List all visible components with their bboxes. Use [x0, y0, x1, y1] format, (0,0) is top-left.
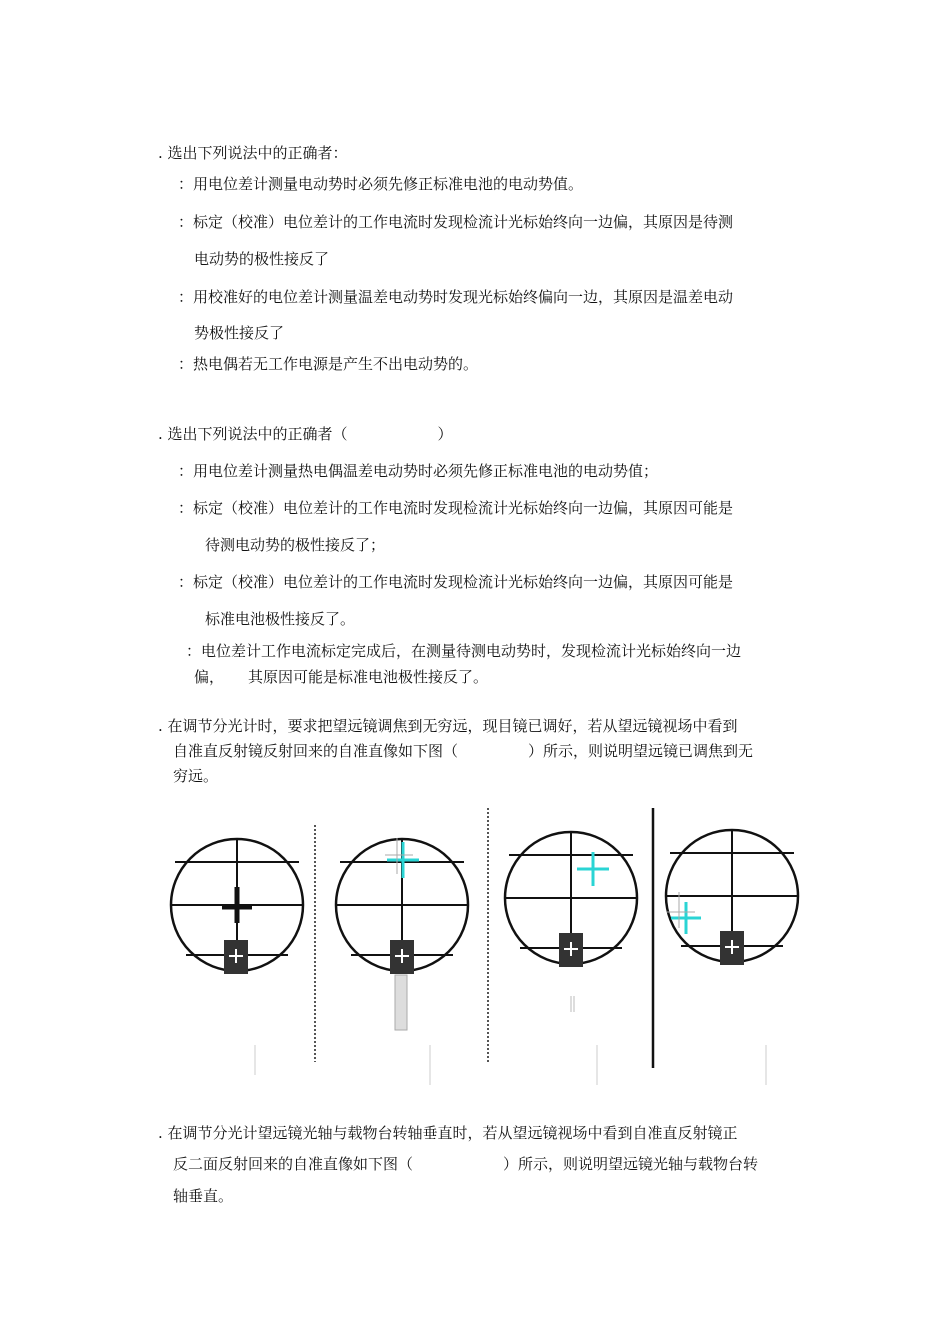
- q3-line1: . 在调节分光计时，要求把望远镜调焦到无穷远，现目镜已调好，若从望远镜视场中看到: [158, 717, 738, 735]
- q4-line2-rest: ）所示，则说明望远镜光轴与载物台转: [503, 1155, 759, 1173]
- q1-option-a: ：用电位差计测量电动势时必须先修正标准电池的电动势值。: [178, 175, 584, 193]
- q2-option-c: ：标定（校准）电位差计的工作电流时发现检流计光标始终向一边偏，其原因可能是: [178, 573, 734, 591]
- q4-line1: . 在调节分光计望远镜光轴与载物台转轴垂直时，若从望远镜视场中看到自准直反射镜正: [158, 1124, 738, 1142]
- q1-stem: . 选出下列说法中的正确者：: [158, 144, 348, 162]
- q2-option-d-cont: [194, 667, 488, 687]
- q2-option-b-cont: 待测电动势的极性接反了；: [205, 536, 386, 554]
- q3-line2: [173, 741, 753, 761]
- q2-option-c-cont: 标准电池极性接反了。: [205, 610, 356, 628]
- q1-option-b: ：标定（校准）电位差计的工作电流时发现检流计光标始终向一边偏，其原因是待测: [178, 213, 734, 231]
- reticle-icon: [505, 832, 637, 1012]
- reticle-icon: [666, 830, 798, 965]
- q1-option-d: ：热电偶若无工作电源是产生不出电动势的。: [178, 355, 479, 373]
- reticle-icon: [171, 839, 303, 974]
- q2-option-b: ：标定（校准）电位差计的工作电流时发现检流计光标始终向一边偏，其原因可能是: [178, 499, 734, 517]
- reticle-figure: [155, 800, 815, 1100]
- q2-stem-close: ）: [437, 425, 453, 443]
- q3-line2-rest: ）所示，则说明望远镜已调焦到无: [528, 742, 754, 760]
- q2-option-d-cont-a: 偏，: [194, 668, 225, 686]
- q3-line3: 穷远。: [173, 767, 219, 785]
- q2-stem: [158, 424, 453, 444]
- q1-option-c-cont: 势极性接反了: [194, 324, 285, 342]
- q2-option-d: ：电位差计工作电流标定完成后，在测量待测电动势时，发现检流计光标始终向一边: [186, 642, 742, 660]
- q4-line3: 轴垂直。: [173, 1187, 234, 1205]
- q4-line2: [173, 1154, 758, 1174]
- q2-option-a: ：用电位差计测量热电偶温差电动势时必须先修正标准电池的电动势值；: [178, 462, 659, 480]
- q3-line2-text: 自准直反射镜反射回来的自准直像如下图（: [173, 742, 459, 760]
- q4-line2-text: 反二面反射回来的自准直像如下图（: [173, 1155, 414, 1173]
- q1-option-b-cont: 电动势的极性接反了: [194, 250, 330, 268]
- q2-option-d-cont-b: 其原因可能是标准电池极性接反了。: [248, 668, 489, 686]
- reticle-icon: [336, 838, 468, 1030]
- q2-stem-text: . 选出下列说法中的正确者（: [158, 425, 348, 443]
- q1-option-c: ：用校准好的电位差计测量温差电动势时发现光标始终偏向一边，其原因是温差电动: [178, 288, 734, 306]
